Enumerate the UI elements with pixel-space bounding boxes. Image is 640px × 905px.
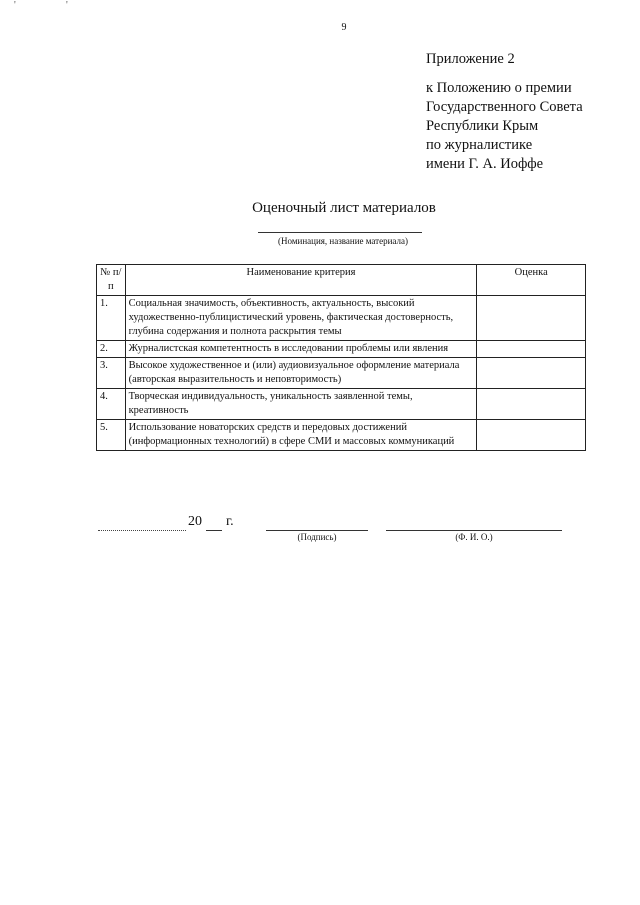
row-criterion: Высокое художественное и (или) аудиовизуальное оформление материала (авторская выразительность и неповторимость) [125, 358, 477, 389]
row-criterion: Творческая индивидуальность, уникальность заявленной темы, креативность [125, 389, 477, 420]
table-row [97, 358, 586, 389]
fio-fill-line [386, 530, 562, 531]
table-row [97, 296, 586, 341]
date-fill-line [98, 530, 186, 531]
appendix-block [426, 50, 583, 174]
row-num: 3. [97, 358, 126, 389]
table-header-row [97, 265, 586, 296]
date-year-suffix: г. [226, 514, 234, 529]
signature-caption: (Подпись) [297, 532, 337, 542]
appendix-line: Республики Крым [426, 118, 539, 134]
appendix-title: Приложение 2 [426, 51, 515, 67]
signature-block [0, 512, 640, 552]
document-title: Оценочный лист материалов [252, 200, 436, 216]
table-row [97, 389, 586, 420]
header-score: Оценка [477, 265, 586, 296]
nomination-caption: (Номинация, название материала) [278, 236, 408, 246]
row-criterion: Социальная значимость, объективность, актуальность, высокий художественно-публицистический уровень, фактическая достоверность, глубина содержания и полнота раскрытия темы [125, 296, 477, 341]
row-score-cell[interactable] [477, 296, 586, 341]
table-row [97, 341, 586, 358]
row-num: 2. [97, 341, 126, 358]
appendix-line: Государственного Совета [426, 99, 583, 115]
appendix-line: имени Г. А. Иоффе [426, 156, 544, 172]
row-num: 5. [97, 420, 126, 451]
fio-caption: (Ф. И. О.) [455, 532, 493, 542]
signature-fill-line [266, 530, 368, 531]
row-criterion: Журналистская компетентность в исследовании проблемы или явления [125, 341, 477, 358]
scan-mark-mid: ' [66, 0, 68, 11]
row-score-cell[interactable] [477, 420, 586, 451]
row-num: 4. [97, 389, 126, 420]
table-row [97, 420, 586, 451]
row-num: 1. [97, 296, 126, 341]
criteria-table [96, 264, 586, 451]
header-num: № п/п [97, 265, 126, 296]
row-score-cell[interactable] [477, 358, 586, 389]
row-score-cell[interactable] [477, 389, 586, 420]
date-year-prefix: 20 [188, 514, 202, 529]
row-score-cell[interactable] [477, 341, 586, 358]
appendix-line: к Положению о премии [426, 80, 572, 96]
header-name: Наименование критерия [125, 265, 477, 296]
row-criterion: Использование новаторских средств и передовых достижений (информационных технологий) в сфере СМИ и массовых коммуникаций [125, 420, 477, 451]
nomination-fill-line [258, 232, 422, 233]
page-number: 9 [341, 22, 347, 33]
date-year-fill-line [206, 530, 222, 531]
appendix-line: по журналистике [426, 137, 533, 153]
scan-mark-left: ' [14, 0, 16, 11]
